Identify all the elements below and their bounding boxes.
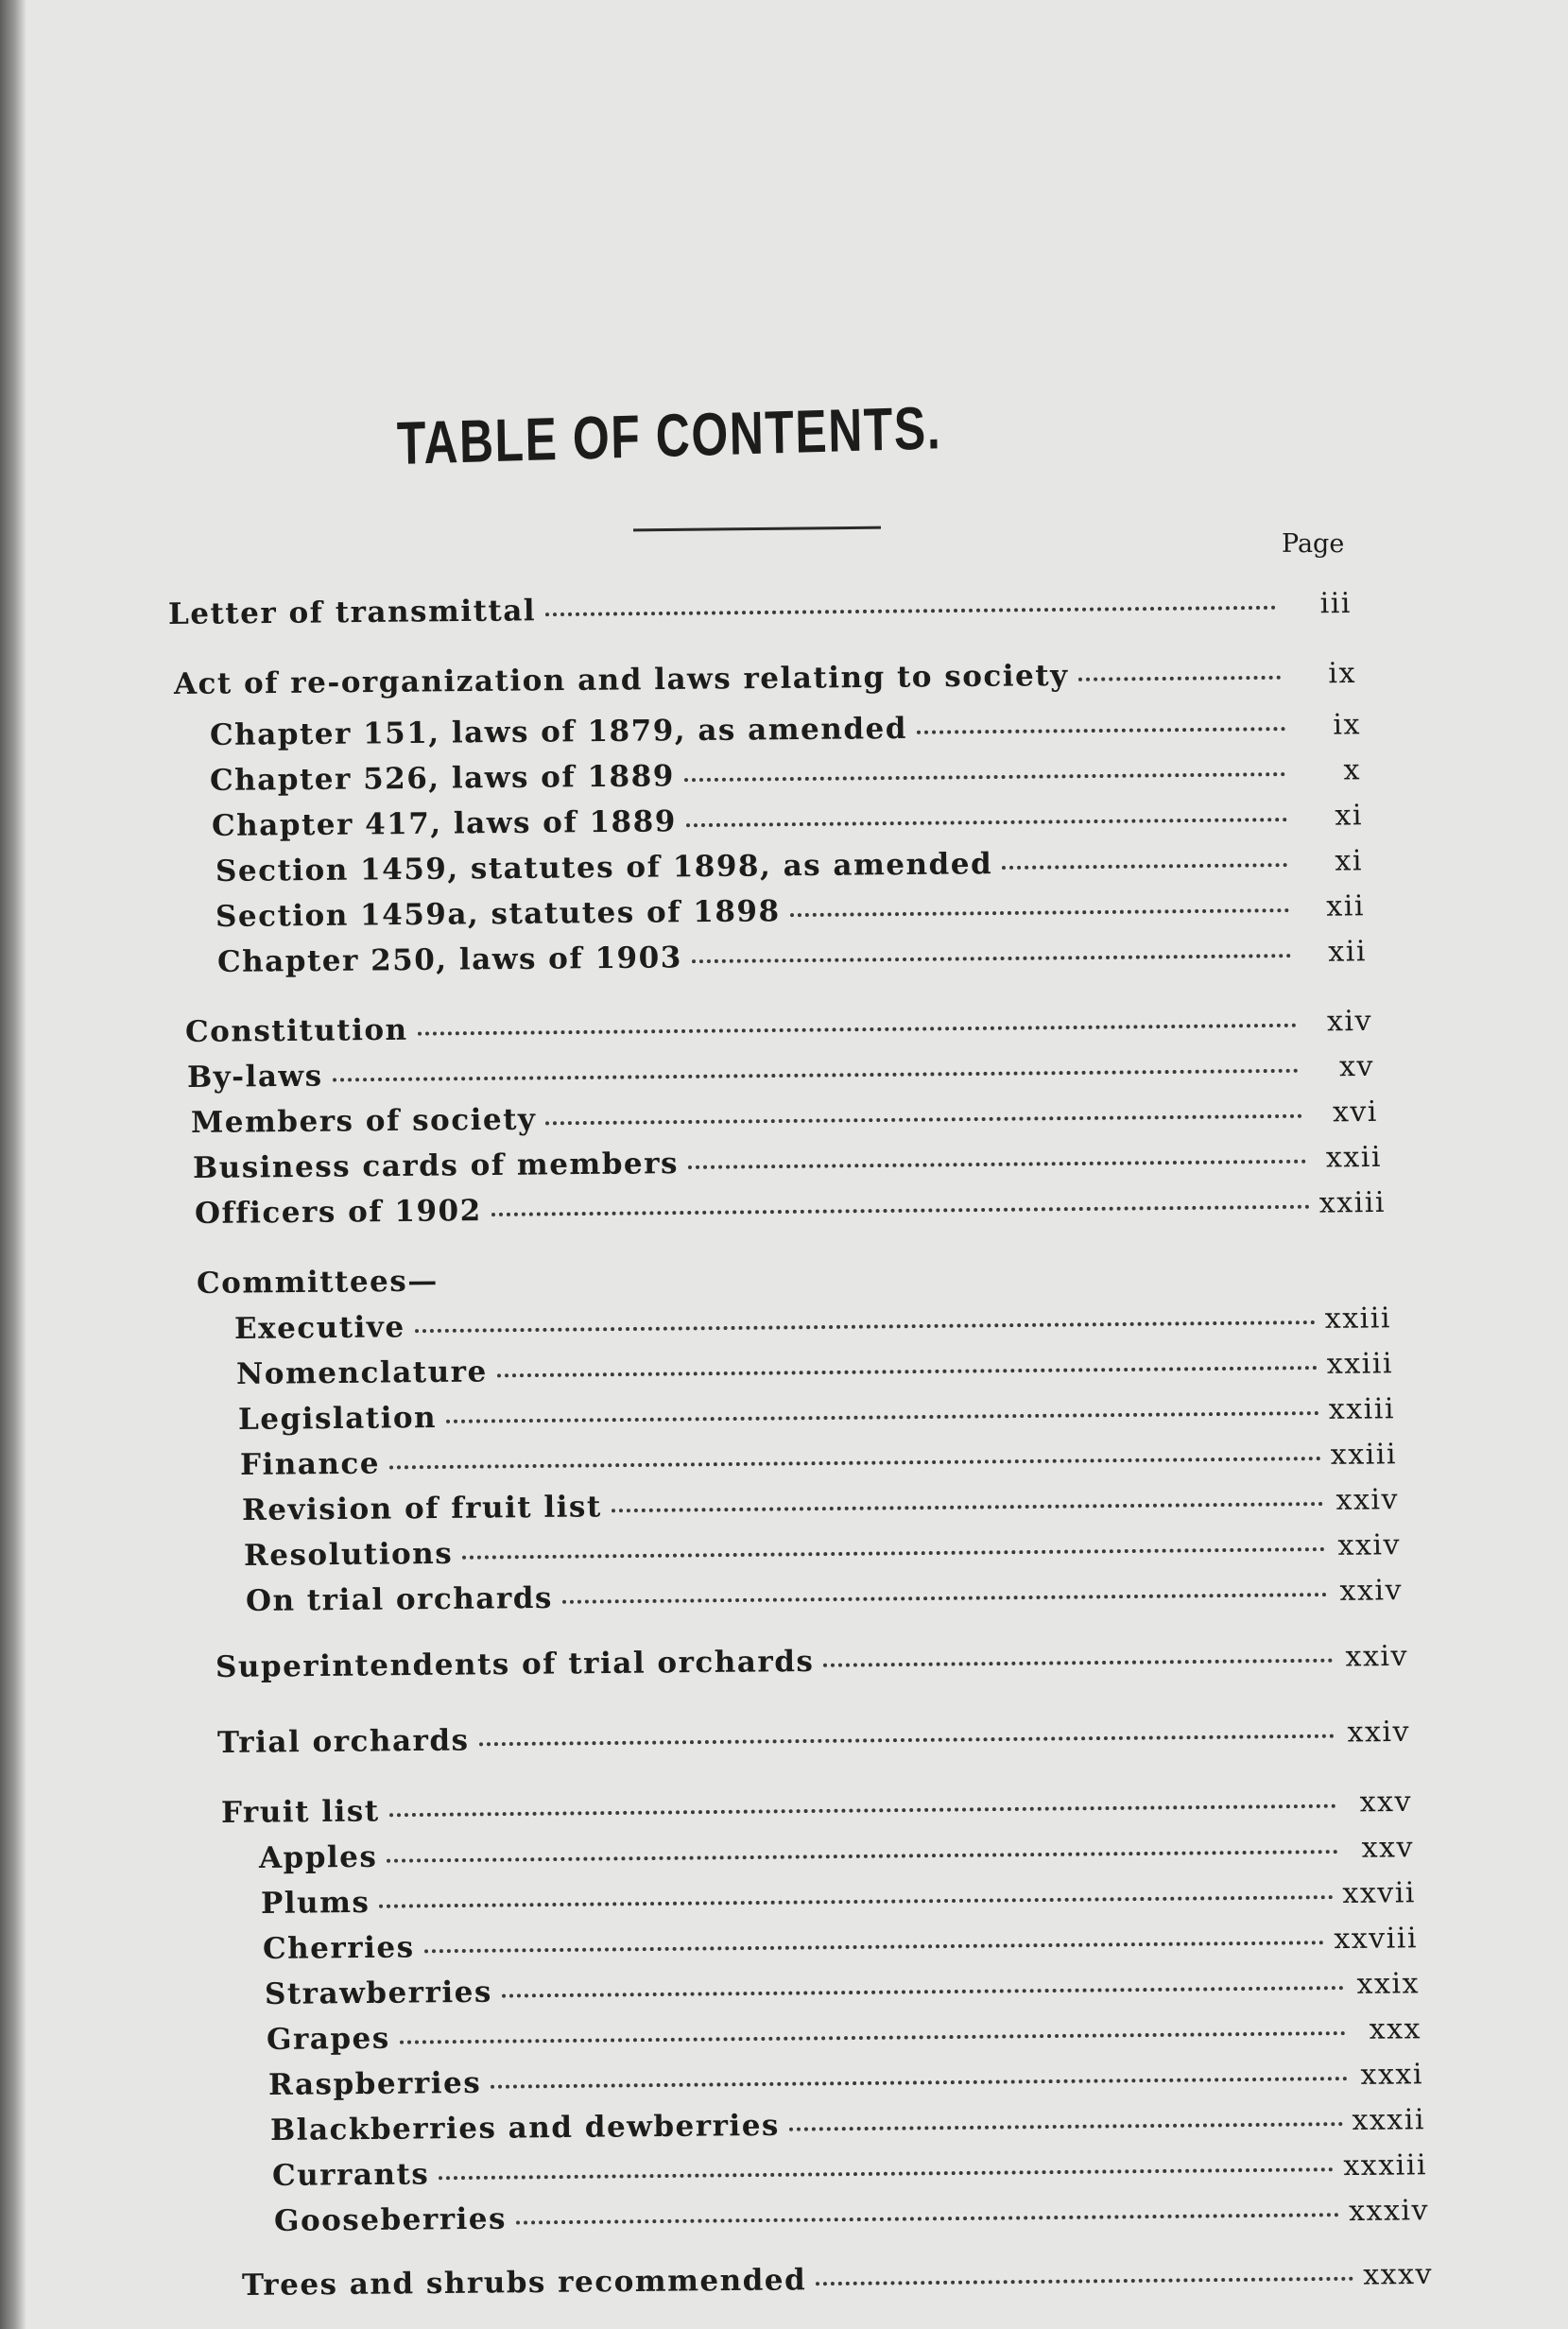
- dot-leader: [790, 908, 1289, 917]
- entry-page: xxxv: [1363, 2257, 1434, 2292]
- page-title: TABLE OF CONTENTS.: [396, 393, 942, 477]
- entry-page: xxii: [1325, 1140, 1383, 1175]
- dot-leader: [439, 2167, 1334, 2180]
- entry-label: Finance: [239, 1446, 381, 1482]
- entry-page: xxviii: [1334, 1922, 1419, 1957]
- title-rule: [633, 526, 881, 532]
- entry-label: Business cards of members: [192, 1147, 680, 1185]
- dot-leader: [562, 1593, 1327, 1604]
- entry-page: xv: [1338, 1049, 1375, 1084]
- toc-entry-grapes[interactable]: [267, 2011, 1422, 2057]
- toc-entry-finance[interactable]: [240, 1437, 1397, 1482]
- dot-leader: [379, 1895, 1333, 1908]
- page-binding-edge: [0, 0, 26, 2329]
- dot-leader: [816, 2277, 1353, 2286]
- toc-entry-executive[interactable]: [234, 1301, 1391, 1346]
- toc-entry-strawberries[interactable]: [265, 1966, 1420, 2011]
- dot-leader: [389, 1804, 1336, 1818]
- entry-page: iii: [1319, 586, 1353, 621]
- dot-leader: [424, 1941, 1325, 1953]
- entry-label: Chapter 526, laws of 1889: [209, 759, 675, 798]
- entry-label: Act of re-organization and laws relating to society: [173, 658, 1069, 701]
- entry-page: xxiv: [1335, 1483, 1400, 1517]
- entry-label: Committees—: [196, 1264, 439, 1301]
- entry-label: Chapter 250, laws of 1903: [216, 940, 682, 979]
- toc-entry-officers[interactable]: [195, 1185, 1386, 1231]
- entry-label: Blackberries and dewberries: [269, 2108, 781, 2148]
- entry-label: Section 1459a, statutes of 1898: [215, 894, 781, 934]
- dot-leader: [692, 954, 1291, 963]
- toc-entry-blackberries[interactable]: [270, 2102, 1425, 2148]
- dot-leader: [1002, 863, 1287, 870]
- toc-entry-gooseberries[interactable]: [274, 2193, 1429, 2238]
- dot-leader: [497, 1366, 1318, 1377]
- entry-page: xxxi: [1360, 2058, 1424, 2092]
- toc-entry-legislation[interactable]: [238, 1391, 1395, 1437]
- dot-leader: [387, 1850, 1338, 1863]
- toc-entry-on-trial-orchards[interactable]: [246, 1573, 1403, 1618]
- entry-label: Resolutions: [243, 1536, 454, 1573]
- dot-leader: [462, 1547, 1325, 1560]
- entry-label: Letter of transmittal: [167, 594, 537, 631]
- entry-page: xxxii: [1352, 2103, 1426, 2138]
- dot-leader: [491, 2077, 1348, 2089]
- dot-leader: [400, 2031, 1346, 2044]
- toc-entry-chapter-151[interactable]: [210, 707, 1361, 752]
- entry-label: Raspberries: [267, 2065, 482, 2102]
- dot-leader: [418, 1024, 1297, 1036]
- toc-heading-committees: [197, 1265, 439, 1301]
- dot-leader: [789, 2122, 1343, 2131]
- entry-page: xxvii: [1342, 1876, 1417, 1911]
- dot-leader: [612, 1502, 1323, 1512]
- entry-page: x: [1343, 753, 1362, 787]
- entry-label: Section 1459, statutes of 1898, as amended: [215, 847, 993, 888]
- entry-page: xii: [1328, 935, 1368, 969]
- entry-page: xxiv: [1339, 1574, 1404, 1608]
- entry-label: Legislation: [237, 1400, 438, 1437]
- entry-label: Grapes: [266, 2021, 390, 2057]
- toc-entry-nomenclature[interactable]: [236, 1346, 1393, 1391]
- entry-page: xxv: [1359, 1785, 1413, 1820]
- toc-entry-fruit-list[interactable]: [221, 1785, 1412, 1830]
- entry-label: Superintendents of trial orchards: [215, 1644, 815, 1684]
- dot-leader: [516, 2213, 1339, 2224]
- toc-entry-members[interactable]: [191, 1095, 1378, 1140]
- entry-page: xxiv: [1345, 1639, 1409, 1674]
- entry-page: xxxiii: [1343, 2148, 1428, 2183]
- entry-page: xxiii: [1318, 1185, 1387, 1220]
- entry-label: Gooseberries: [273, 2201, 508, 2238]
- entry-page: xxiii: [1330, 1438, 1398, 1472]
- entry-label: Cherries: [262, 1930, 415, 1966]
- dot-leader: [545, 606, 1276, 616]
- entry-label: On trial orchards: [245, 1580, 554, 1618]
- entry-page: xi: [1335, 799, 1364, 833]
- toc-entry-section-1459[interactable]: [215, 843, 1363, 888]
- entry-page: xii: [1326, 889, 1366, 923]
- toc-entry-letter-of-transmittal[interactable]: [168, 586, 1352, 631]
- dot-leader: [333, 1069, 1299, 1082]
- toc-entry-by-laws[interactable]: [187, 1049, 1374, 1095]
- dot-leader: [684, 772, 1285, 782]
- entry-page: xiv: [1326, 1004, 1373, 1039]
- entry-label: Revision of fruit list: [241, 1490, 602, 1527]
- page-column-heading: Page: [1282, 529, 1345, 559]
- entry-label: Currants: [271, 2157, 430, 2193]
- toc-entry-currants[interactable]: [272, 2148, 1427, 2193]
- entry-label: Members of society: [190, 1102, 537, 1140]
- dot-leader: [415, 1320, 1316, 1333]
- entry-page: xxiv: [1347, 1715, 1411, 1750]
- entry-page: xvi: [1332, 1095, 1379, 1130]
- entry-label: Fruit list: [220, 1794, 380, 1830]
- entry-label: Apples: [258, 1839, 378, 1875]
- entry-page: xi: [1335, 844, 1364, 878]
- entry-page: ix: [1328, 656, 1357, 691]
- dot-leader: [917, 727, 1285, 734]
- toc-entry-trial-orchards[interactable]: [217, 1715, 1410, 1760]
- toc-entry-revision-of-fruit-list[interactable]: [242, 1482, 1399, 1527]
- dot-leader: [389, 1457, 1321, 1469]
- dot-leader: [479, 1734, 1335, 1747]
- dot-leader: [491, 1205, 1310, 1216]
- toc-entry-business-cards[interactable]: [193, 1140, 1382, 1185]
- entry-page: xxiii: [1326, 1347, 1394, 1381]
- entry-page: xxx: [1369, 2012, 1422, 2046]
- entry-page: xxv: [1361, 1831, 1415, 1865]
- entry-label: Trial orchards: [216, 1723, 470, 1760]
- toc-entry-constitution[interactable]: [185, 1004, 1372, 1049]
- dot-leader: [502, 1986, 1344, 1998]
- entry-label: Executive: [233, 1310, 405, 1346]
- dot-leader: [823, 1659, 1333, 1667]
- toc-entry-cherries[interactable]: [263, 1921, 1418, 1966]
- dot-leader: [446, 1411, 1319, 1423]
- entry-page: xxiii: [1324, 1302, 1392, 1336]
- entry-label: Plums: [260, 1885, 370, 1921]
- entry-label: Strawberries: [264, 1975, 492, 2011]
- dot-leader: [1078, 676, 1281, 681]
- toc-entry-section-1459a[interactable]: [215, 888, 1365, 934]
- entry-page: xxxiv: [1348, 2194, 1430, 2229]
- entry-label: By-laws: [186, 1059, 323, 1095]
- toc-entry-act-of-reorganization[interactable]: [174, 656, 1356, 701]
- entry-page: xxiii: [1328, 1392, 1396, 1426]
- entry-page: ix: [1333, 708, 1362, 742]
- toc-entry-raspberries[interactable]: [268, 2057, 1423, 2102]
- toc-entry-apples[interactable]: [259, 1830, 1414, 1875]
- dot-leader: [545, 1114, 1302, 1126]
- toc-entry-superintendents[interactable]: [215, 1639, 1408, 1684]
- toc-entry-chapter-526[interactable]: [210, 752, 1361, 798]
- entry-page: xxiv: [1337, 1528, 1402, 1562]
- entry-label: Officers of 1902: [194, 1194, 482, 1231]
- entry-label: Constitution: [184, 1012, 408, 1049]
- toc-entry-resolutions[interactable]: [244, 1527, 1401, 1573]
- dot-leader: [688, 1160, 1306, 1169]
- entry-label: Chapter 151, laws of 1879, as amended: [209, 711, 908, 752]
- entry-page: xxix: [1356, 1967, 1421, 2001]
- toc-entry-chapter-417[interactable]: [212, 798, 1363, 843]
- entry-label: Nomenclature: [235, 1354, 488, 1391]
- dot-leader: [686, 818, 1287, 827]
- toc-entry-plums[interactable]: [261, 1875, 1416, 1921]
- toc-entry-trees-and-shrubs[interactable]: [242, 2257, 1433, 2303]
- entry-label: Trees and shrubs recommended: [241, 2263, 807, 2303]
- toc-entry-chapter-250[interactable]: [217, 934, 1367, 979]
- entry-label: Chapter 417, laws of 1889: [211, 804, 677, 843]
